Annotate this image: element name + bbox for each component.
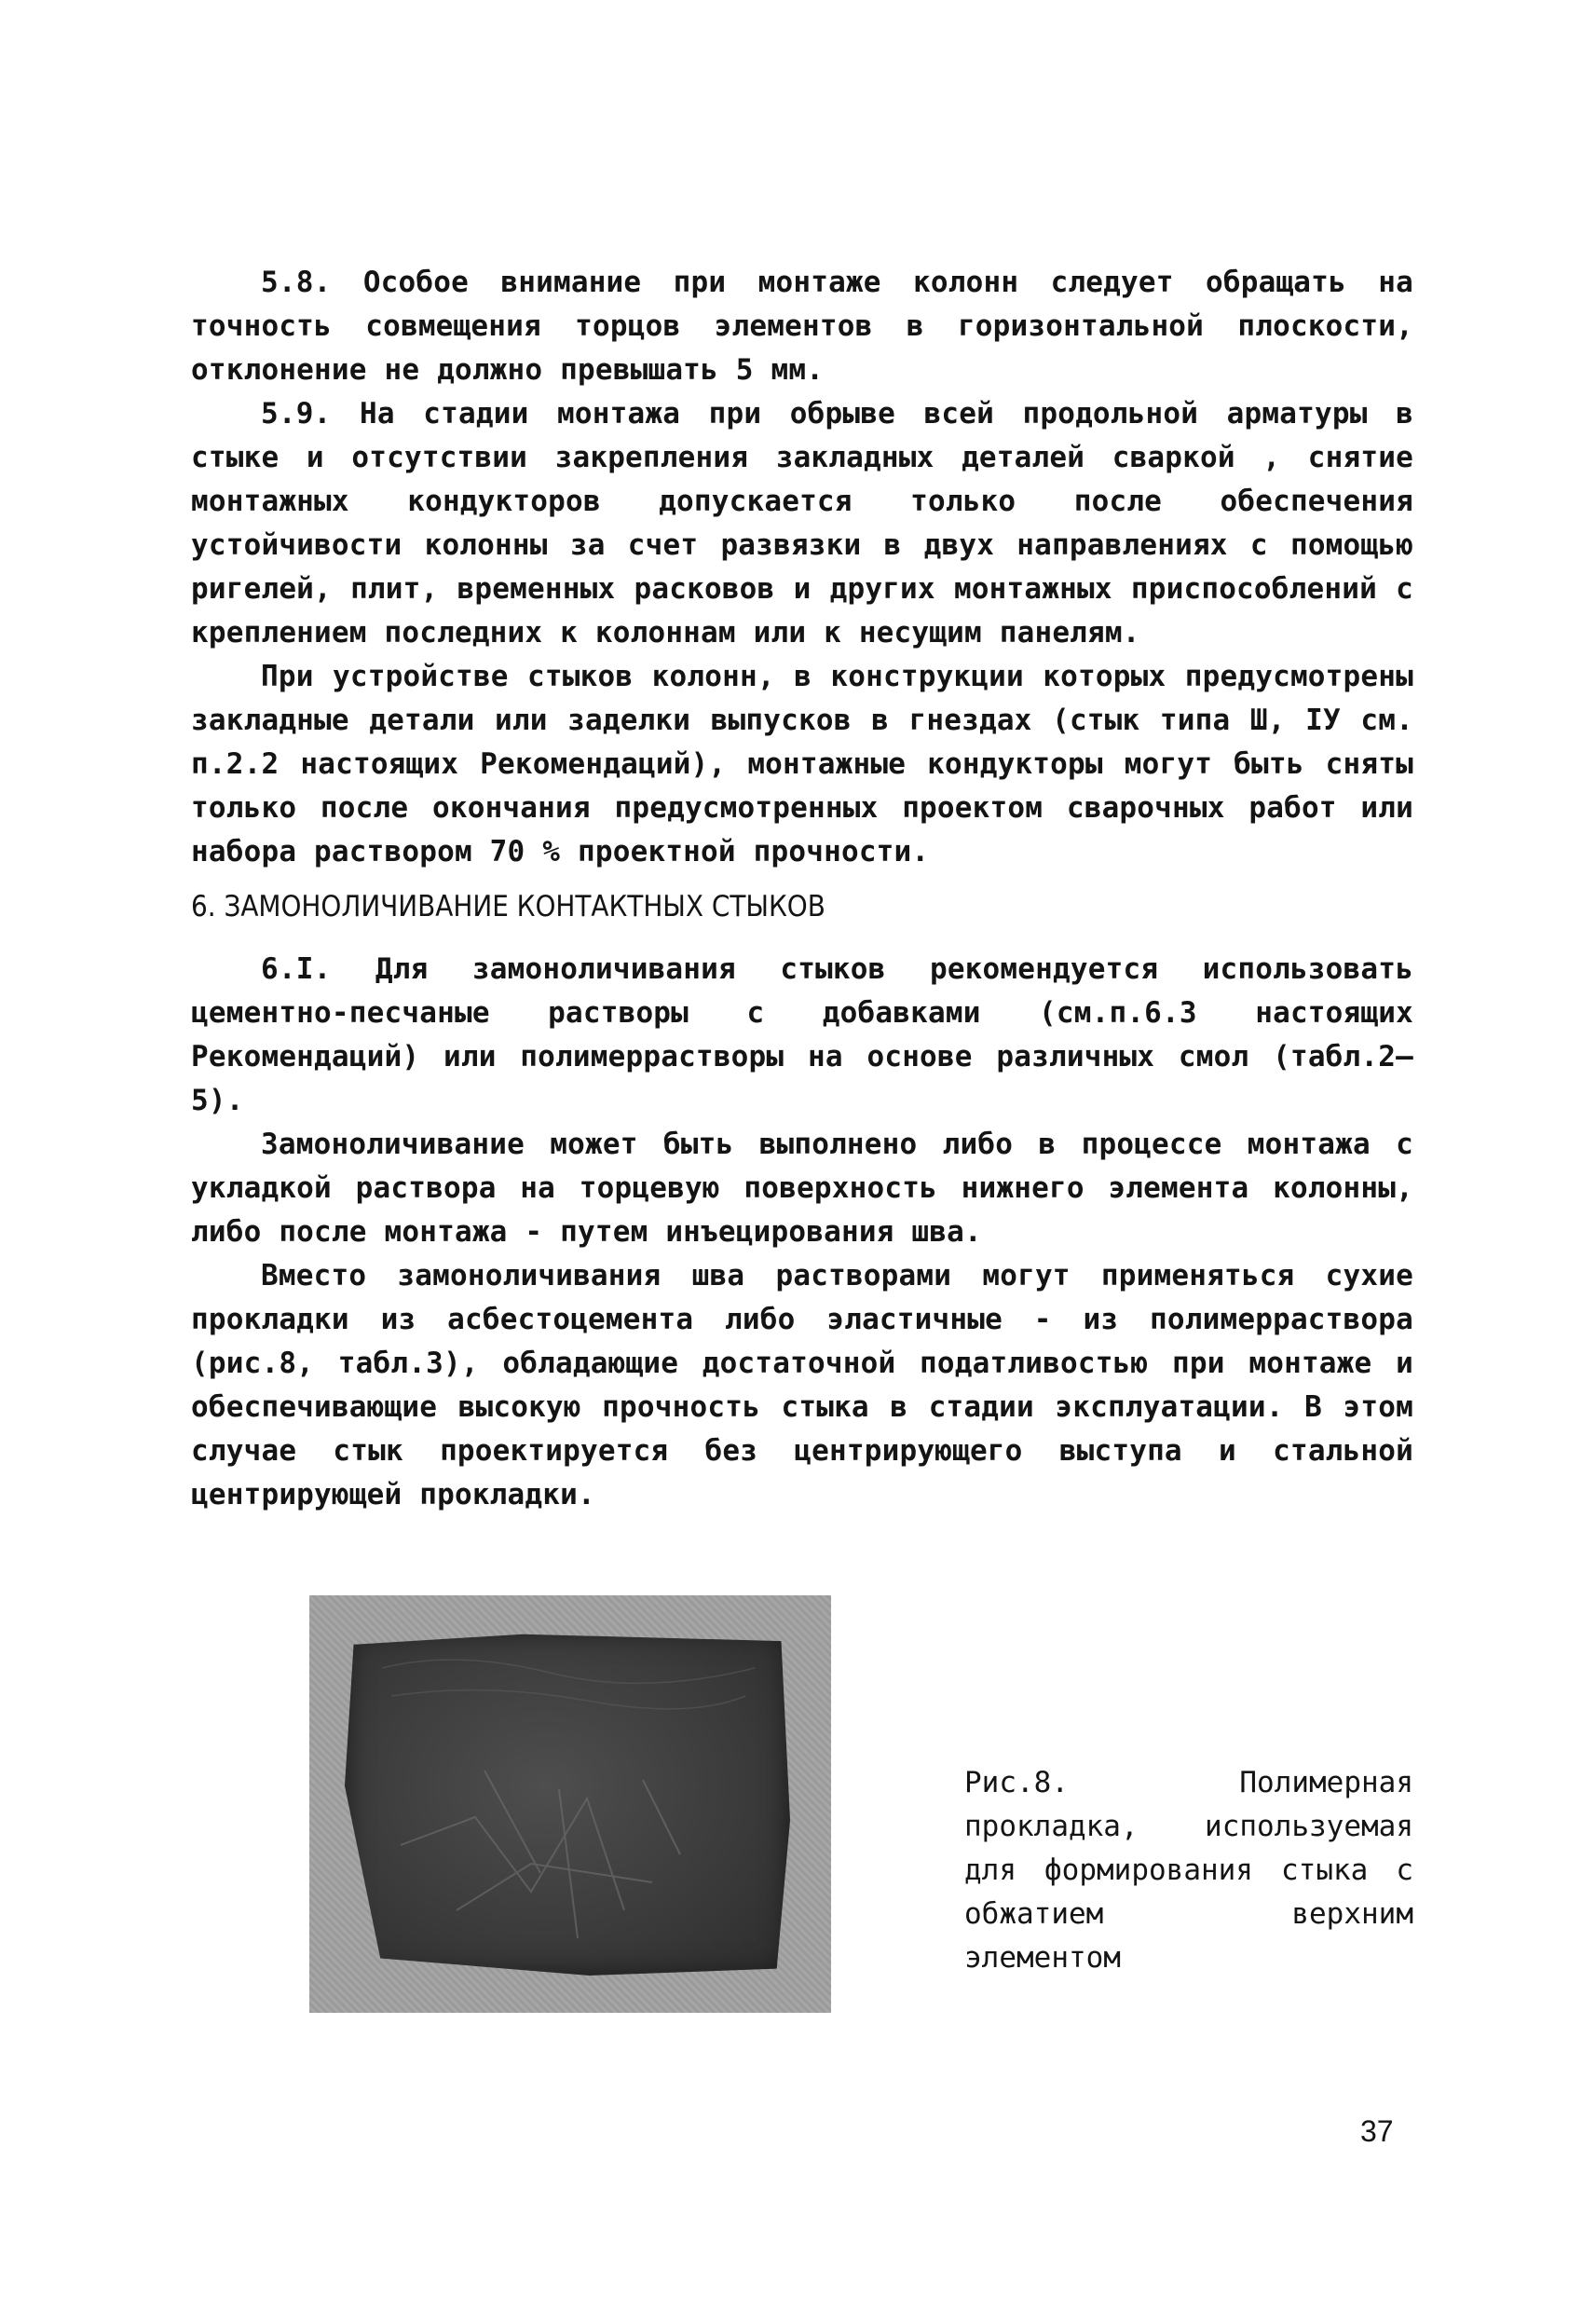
paragraph-6-1: 6.I. Для замоноличивания стыков рекомендуется использовать цементно-песчаные растворы с добавками (см.п.6.3 настоящих Рекомендаций) или полимеррастворы на основе различных смол (табл.2–5). bbox=[191, 952, 1413, 1117]
section-heading: 6. ЗАМОНОЛИЧИВАНИЕ КОНТАКТНЫХ СТЫКОВ bbox=[191, 890, 825, 923]
paragraph-6-1-dry-pads: Вместо замоноличивания шва растворами могут применяться сухие прокладки из асбестоцемента либо эластичные - из полимерраствора (рис.8, табл.3), обладающие достаточной податливостью при монтаже и обеспечивающие высокую прочность стыка в стадии эксплуатации. В этом случае стык проектируется без центрирующего выступа и стальной центрирующей прокладки. bbox=[191, 1259, 1413, 1511]
page-number: 37 bbox=[1360, 2114, 1394, 2148]
paragraph-6-1-continued: Замоноличивание может быть выполнено либо в процессе монтажа с укладкой раствора на торцевую поверхность нижнего элемента колонны, либо после монтажа - путем инъецирования шва. bbox=[191, 1128, 1413, 1249]
paragraph-5-9: 5.9. На стадии монтажа при обрыве всей продольной арматуры в стыке и отсутствии закрепления закладных деталей сваркой , снятие монтажных кондукторов допускается только после обеспечения устойчивости колонны за счет развязки в двух направлениях с помощью ригелей, плит, временных расковов и других монтажных приспособлений с креплением последних к колоннам или к несущим панелям. bbox=[191, 397, 1413, 650]
main-text bbox=[191, 261, 1413, 1517]
polymer-pad-image bbox=[345, 1631, 790, 1976]
pad-scratch-marks bbox=[345, 1631, 790, 1976]
figure-caption: Рис.8. Полимерная прокладка, используемая для формирования стыка с обжатием верхним элементом bbox=[964, 1766, 1413, 1975]
figure-polymer-pad-photo bbox=[309, 1595, 831, 2013]
paragraph-5-9-continued: При устройстве стыков колонн, в конструкции которых предусмотрены закладные детали или заделки выпусков в гнездах (стык типа Ш, IУ см. п.2.2 настоящих Рекомендаций), монтажные кондукторы могут быть сняты только после окончания предусмотренных проектом сварочных работ или набора раствором 70 % проектной прочности. bbox=[191, 660, 1413, 868]
paragraph-5-8: 5.8. Особое внимание при монтаже колонн следует обращать на точность совмещения торцов элементов в горизонтальной плоскости, отклонение не должно превышать 5 мм. bbox=[191, 266, 1413, 387]
